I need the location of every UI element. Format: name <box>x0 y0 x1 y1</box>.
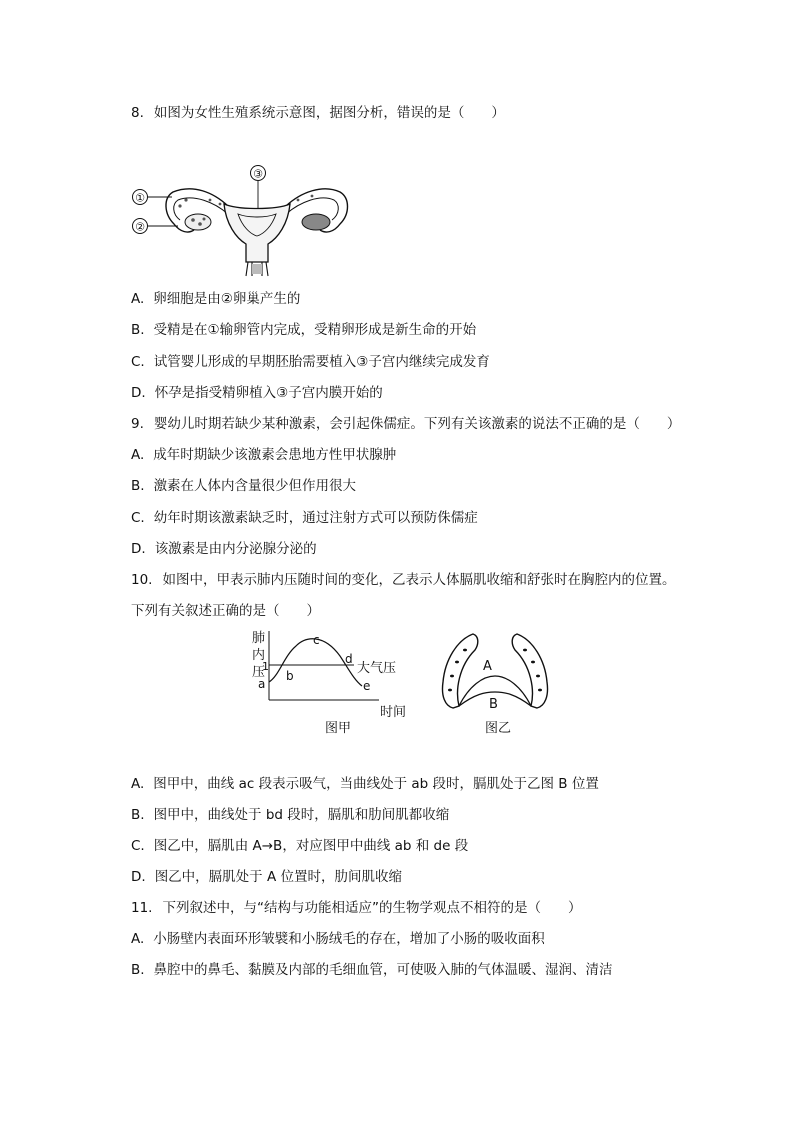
question-text: 如图为女性生殖系统示意图，据图分析，错误的是（ ） <box>153 105 505 121</box>
option-letter: A. <box>131 447 145 463</box>
option-text: 图甲中，曲线处于 bd 段时，膈肌和肋间肌都收缩 <box>153 807 450 823</box>
figure-label-2: ② <box>135 220 145 234</box>
question-11-stem <box>131 899 581 917</box>
option-letter: A. <box>131 931 145 947</box>
graph-xlabel: 时间 <box>380 705 407 720</box>
option-letter: C. <box>131 510 145 526</box>
question-10-stem <box>131 571 675 589</box>
question-9-option-b <box>131 477 356 495</box>
option-letter: B. <box>131 478 145 494</box>
graph-tick-1: 1 <box>262 660 269 673</box>
question-10-option-d <box>131 868 402 886</box>
option-text: 幼年时期该激素缺乏时，通过注射方式可以预防侏儒症 <box>153 510 478 526</box>
question-11-option-a <box>131 930 545 948</box>
question-9-option-d <box>131 540 317 558</box>
graph-ylabel-char: 肺 <box>252 631 266 646</box>
option-text: 该激素是由内分泌腺分泌的 <box>154 541 317 557</box>
option-text: 小肠壁内表面环形皱襞和小肠绒毛的存在，增加了小肠的吸收面积 <box>153 931 545 947</box>
question-8-stem <box>131 104 505 122</box>
graph-point-e: e <box>363 679 371 693</box>
female-reproductive-system-figure <box>128 162 358 278</box>
figure-label-1: ① <box>135 191 145 205</box>
option-letter: D. <box>131 541 146 557</box>
option-letter: A. <box>131 776 145 792</box>
question-number: 11. <box>131 900 153 916</box>
option-text: 鼻腔中的鼻毛、黏膜及内部的毛细血管，可使吸入肺的气体温暖、湿润、清洁 <box>153 962 613 978</box>
graph-point-c: c <box>313 633 320 647</box>
question-9-option-a <box>131 446 396 464</box>
question-9-option-c <box>131 509 478 527</box>
question-8-option-a <box>131 290 300 308</box>
option-letter: C. <box>131 838 145 854</box>
question-number: 9. <box>131 416 144 432</box>
option-text: 图乙中，膈肌由 A→B，对应图甲中曲线 ab 和 de 段 <box>153 838 469 854</box>
question-number: 8. <box>131 105 144 121</box>
option-text: 受精是在①输卵管内完成，受精卵形成是新生命的开始 <box>153 322 477 338</box>
lung-pressure-graph <box>244 626 416 738</box>
option-text: 成年时期缺少该激素会患地方性甲状腺肿 <box>153 447 397 463</box>
question-10-option-c <box>131 837 468 855</box>
question-text: 下列叙述中，与“结构与功能相适应”的生物学观点不相符的是（ ） <box>162 900 582 916</box>
option-text: 怀孕是指受精卵植入③子宫内膜开始的 <box>154 385 383 401</box>
question-10-stem-continued <box>131 602 320 620</box>
question-10-option-b <box>131 806 449 824</box>
diaphragm-label-b: B <box>489 697 498 712</box>
option-text: 试管婴儿形成的早期胚胎需要植入③子宫内继续完成发育 <box>153 354 490 370</box>
option-letter: B. <box>131 322 145 338</box>
option-text: 图乙中，膈肌处于 A 位置时，肋间肌收缩 <box>154 869 403 885</box>
diaphragm-label-a: A <box>483 659 492 674</box>
question-8-option-d <box>131 384 383 402</box>
option-text: 激素在人体内含量很少但作用很大 <box>153 478 357 494</box>
graph-point-d: d <box>345 652 353 666</box>
graph-ylabel-char: 内 <box>252 648 266 663</box>
option-letter: B. <box>131 962 145 978</box>
question-11-option-b <box>131 961 613 979</box>
option-letter: C. <box>131 354 145 370</box>
graph-caption: 图甲 <box>325 721 352 736</box>
diaphragm-caption: 图乙 <box>485 721 512 736</box>
graph-point-a: a <box>258 677 266 691</box>
graph-reference-label: 大气压 <box>357 661 397 676</box>
figure-label-3: ③ <box>253 167 263 181</box>
option-text: 图甲中，曲线 ac 段表示吸气，当曲线处于 ab 段时，膈肌处于乙图 B 位置 <box>153 776 599 792</box>
question-8-option-c <box>131 353 490 371</box>
question-number: 10. <box>131 572 153 588</box>
graph-ylabel-char: 压 <box>252 665 266 680</box>
question-text: 婴幼儿时期若缺少某种激素，会引起侏儒症。下列有关该激素的说法不正确的是（ ） <box>153 416 681 432</box>
option-letter: D. <box>131 385 146 401</box>
option-letter: B. <box>131 807 145 823</box>
option-letter: A. <box>131 291 145 307</box>
graph-point-b: b <box>286 669 294 683</box>
option-letter: D. <box>131 869 146 885</box>
option-text: 卵细胞是由②卵巢产生的 <box>153 291 301 307</box>
question-9-stem <box>131 415 680 433</box>
question-10-option-a <box>131 775 599 793</box>
question-text: 下列有关叙述正确的是（ ） <box>131 603 320 619</box>
question-8-option-b <box>131 321 476 339</box>
question-text: 如图中，甲表示肺内压随时间的变化，乙表示人体膈肌收缩和舒张时在胸腔内的位置。 <box>162 572 676 588</box>
diaphragm-figure <box>435 630 555 740</box>
